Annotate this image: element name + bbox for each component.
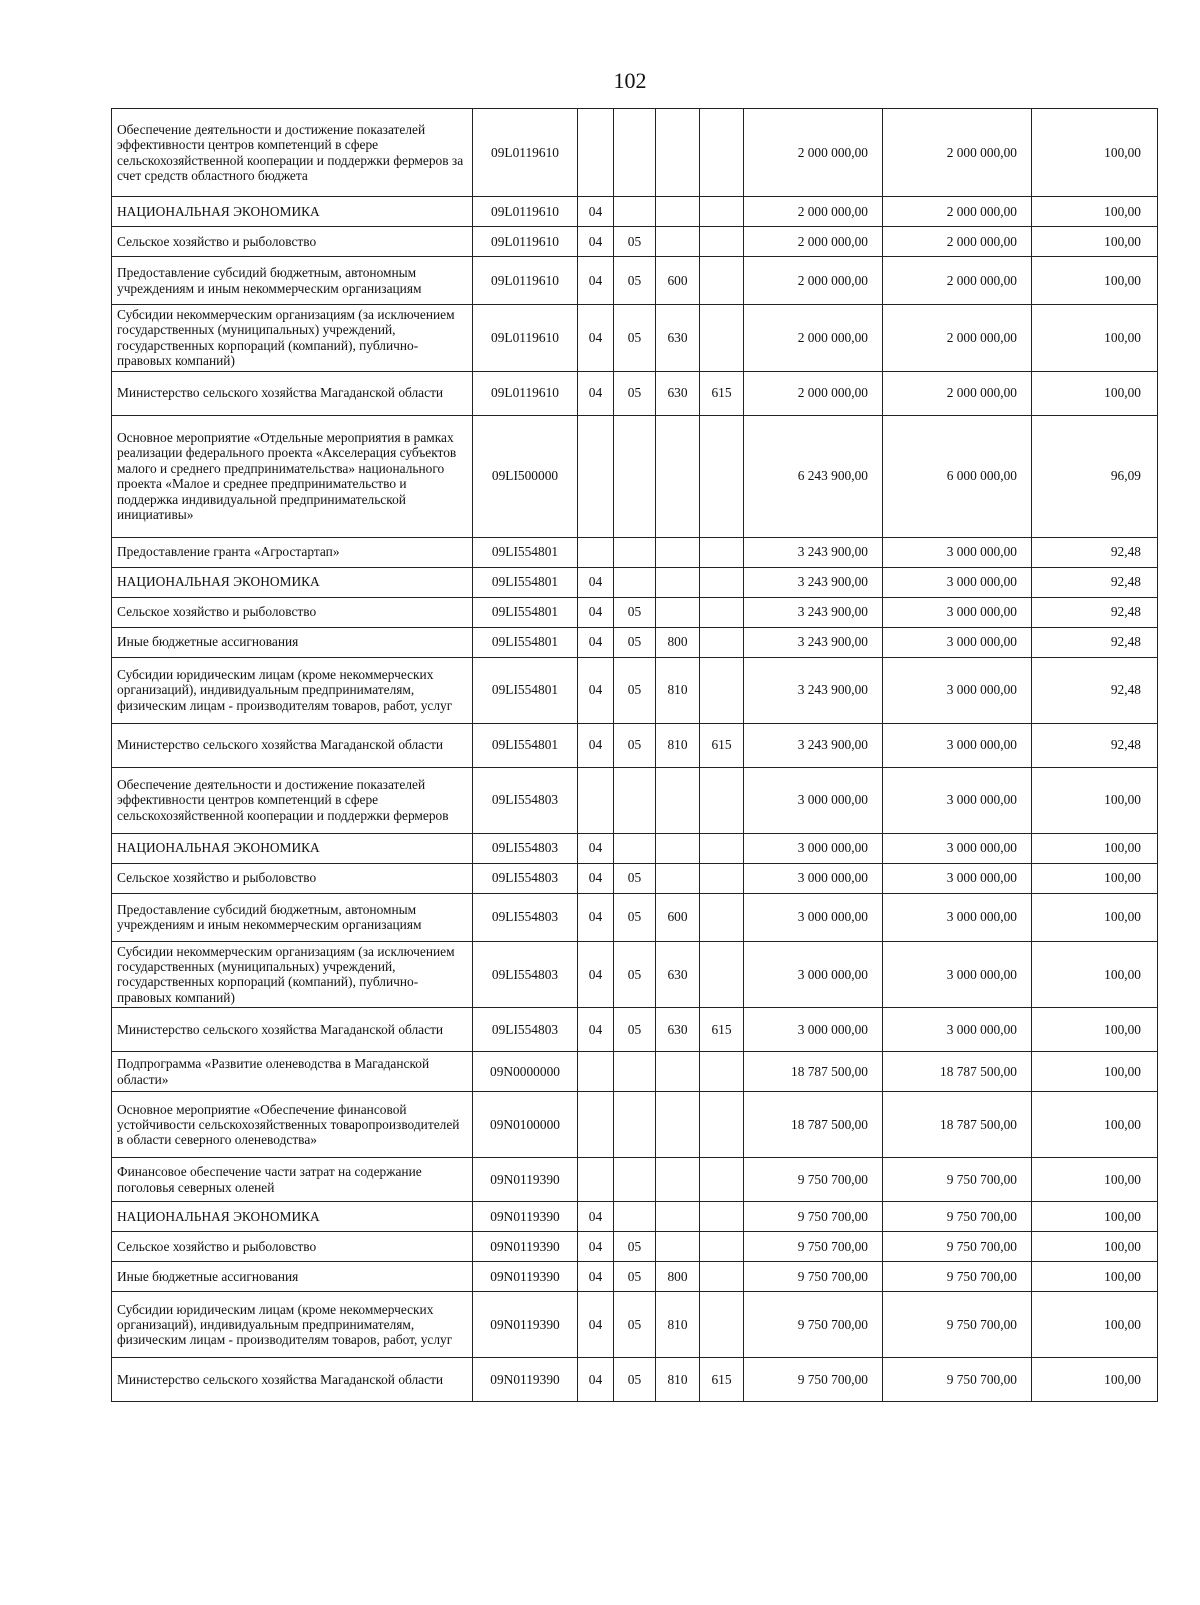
row-rz: 04 <box>578 227 614 257</box>
row-rz: 04 <box>578 597 614 627</box>
row-plan: 18 787 500,00 <box>744 1092 883 1158</box>
row-name: НАЦИОНАЛЬНАЯ ЭКОНОМИКА <box>112 833 473 863</box>
row-rz: 04 <box>578 305 614 372</box>
row-code: 09LI554801 <box>473 567 578 597</box>
row-fact: 3 000 000,00 <box>883 597 1032 627</box>
row-vr <box>656 1158 700 1202</box>
row-pr: 05 <box>614 227 656 257</box>
row-grbs <box>700 767 744 833</box>
row-name: Субсидии некоммерческим организациям (за исключением государственных (муниципальных) учреждений, государственных корпораций (компаний), публично-правовых компаний) <box>112 305 473 372</box>
row-grbs <box>700 1232 744 1262</box>
row-percent: 100,00 <box>1032 371 1158 415</box>
row-code: 09N0119390 <box>473 1358 578 1402</box>
row-grbs: 615 <box>700 371 744 415</box>
row-fact: 9 750 700,00 <box>883 1202 1032 1232</box>
row-code: 09LI554803 <box>473 1008 578 1052</box>
row-percent: 92,48 <box>1032 567 1158 597</box>
row-vr: 800 <box>656 627 700 657</box>
row-name: НАЦИОНАЛЬНАЯ ЭКОНОМИКА <box>112 1202 473 1232</box>
row-grbs <box>700 597 744 627</box>
row-vr <box>656 767 700 833</box>
table-row <box>112 1158 1158 1202</box>
row-percent: 92,48 <box>1032 627 1158 657</box>
row-name: Предоставление субсидий бюджетным, автономным учреждениям и иным некоммерческим организациям <box>112 257 473 305</box>
row-name: Субсидии некоммерческим организациям (за исключением государственных (муниципальных) учреждений, государственных корпораций (компаний), публично-правовых компаний) <box>112 941 473 1008</box>
row-code: 09N0119390 <box>473 1232 578 1262</box>
row-fact: 18 787 500,00 <box>883 1092 1032 1158</box>
table-row <box>112 657 1158 723</box>
row-fact: 9 750 700,00 <box>883 1262 1032 1292</box>
row-grbs <box>700 893 744 941</box>
row-rz: 04 <box>578 371 614 415</box>
row-name: Сельское хозяйство и рыболовство <box>112 863 473 893</box>
row-pr <box>614 567 656 597</box>
row-percent: 92,48 <box>1032 597 1158 627</box>
table-row <box>112 109 1158 197</box>
table-row <box>112 863 1158 893</box>
row-grbs <box>700 627 744 657</box>
row-rz <box>578 109 614 197</box>
row-name: Министерство сельского хозяйства Магаданской области <box>112 1008 473 1052</box>
row-plan: 9 750 700,00 <box>744 1262 883 1292</box>
table-row <box>112 227 1158 257</box>
row-code: 09LI554803 <box>473 833 578 863</box>
row-grbs <box>700 1158 744 1202</box>
row-grbs <box>700 833 744 863</box>
row-plan: 3 243 900,00 <box>744 723 883 767</box>
row-name: Министерство сельского хозяйства Магаданской области <box>112 723 473 767</box>
row-plan: 9 750 700,00 <box>744 1232 883 1262</box>
row-grbs <box>700 257 744 305</box>
row-vr: 800 <box>656 1262 700 1292</box>
row-pr <box>614 767 656 833</box>
row-vr <box>656 1202 700 1232</box>
row-grbs <box>700 227 744 257</box>
row-vr <box>656 1052 700 1092</box>
row-pr: 05 <box>614 597 656 627</box>
row-code: 09LI554803 <box>473 893 578 941</box>
row-rz: 04 <box>578 833 614 863</box>
row-code: 09LI554803 <box>473 767 578 833</box>
row-plan: 2 000 000,00 <box>744 227 883 257</box>
row-plan: 3 243 900,00 <box>744 597 883 627</box>
row-plan: 3 000 000,00 <box>744 893 883 941</box>
row-plan: 2 000 000,00 <box>744 371 883 415</box>
row-plan: 9 750 700,00 <box>744 1358 883 1402</box>
row-fact: 9 750 700,00 <box>883 1232 1032 1262</box>
row-rz <box>578 767 614 833</box>
row-vr <box>656 863 700 893</box>
row-fact: 2 000 000,00 <box>883 371 1032 415</box>
row-fact: 3 000 000,00 <box>883 833 1032 863</box>
row-code: 09N0119390 <box>473 1158 578 1202</box>
row-percent: 92,48 <box>1032 537 1158 567</box>
row-code: 09L0119610 <box>473 109 578 197</box>
row-name: Финансовое обеспечение части затрат на содержание поголовья северных оленей <box>112 1158 473 1202</box>
row-percent: 100,00 <box>1032 1292 1158 1358</box>
row-vr <box>656 567 700 597</box>
table-row <box>112 627 1158 657</box>
row-name: Обеспечение деятельности и достижение показателей эффективности центров компетенций в сфере сельскохозяйственной кооперации и поддержки фермеров за счет средств областного бюджета <box>112 109 473 197</box>
row-code: 09L0119610 <box>473 305 578 372</box>
row-vr: 630 <box>656 371 700 415</box>
row-grbs: 615 <box>700 723 744 767</box>
row-fact: 2 000 000,00 <box>883 257 1032 305</box>
row-percent: 100,00 <box>1032 1052 1158 1092</box>
table-row <box>112 767 1158 833</box>
row-vr <box>656 415 700 537</box>
row-pr <box>614 109 656 197</box>
row-grbs <box>700 197 744 227</box>
table-row <box>112 537 1158 567</box>
row-plan: 2 000 000,00 <box>744 197 883 227</box>
row-fact: 3 000 000,00 <box>883 723 1032 767</box>
row-code: 09LI554801 <box>473 723 578 767</box>
row-percent: 96,09 <box>1032 415 1158 537</box>
row-grbs <box>700 1202 744 1232</box>
row-fact: 3 000 000,00 <box>883 1008 1032 1052</box>
row-fact: 3 000 000,00 <box>883 863 1032 893</box>
table-row <box>112 1358 1158 1402</box>
row-plan: 18 787 500,00 <box>744 1052 883 1092</box>
row-grbs <box>700 537 744 567</box>
row-grbs <box>700 657 744 723</box>
row-plan: 2 000 000,00 <box>744 305 883 372</box>
row-fact: 6 000 000,00 <box>883 415 1032 537</box>
row-rz: 04 <box>578 1202 614 1232</box>
row-name: Субсидии юридическим лицам (кроме некоммерческих организаций), индивидуальным предпринимателям, физическим лицам - производителям товаров, работ, услуг <box>112 657 473 723</box>
row-fact: 9 750 700,00 <box>883 1292 1032 1358</box>
table-row <box>112 1052 1158 1092</box>
row-fact: 2 000 000,00 <box>883 109 1032 197</box>
budget-table <box>111 108 1158 1402</box>
row-rz: 04 <box>578 723 614 767</box>
row-rz <box>578 1092 614 1158</box>
row-grbs <box>700 863 744 893</box>
table-row <box>112 1092 1158 1158</box>
row-pr: 05 <box>614 1262 656 1292</box>
row-grbs <box>700 1262 744 1292</box>
row-pr <box>614 197 656 227</box>
row-plan: 2 000 000,00 <box>744 257 883 305</box>
row-rz: 04 <box>578 1292 614 1358</box>
row-fact: 3 000 000,00 <box>883 657 1032 723</box>
row-rz <box>578 537 614 567</box>
row-name: Предоставление гранта «Агростартап» <box>112 537 473 567</box>
row-plan: 9 750 700,00 <box>744 1202 883 1232</box>
row-code: 09L0119610 <box>473 257 578 305</box>
row-pr: 05 <box>614 1292 656 1358</box>
row-code: 09LI554803 <box>473 941 578 1008</box>
row-rz: 04 <box>578 863 614 893</box>
row-plan: 3 000 000,00 <box>744 833 883 863</box>
row-fact: 2 000 000,00 <box>883 197 1032 227</box>
row-pr: 05 <box>614 941 656 1008</box>
row-name: Сельское хозяйство и рыболовство <box>112 1232 473 1262</box>
row-code: 09L0119610 <box>473 371 578 415</box>
row-percent: 100,00 <box>1032 767 1158 833</box>
row-fact: 3 000 000,00 <box>883 537 1032 567</box>
row-fact: 3 000 000,00 <box>883 767 1032 833</box>
row-fact: 3 000 000,00 <box>883 627 1032 657</box>
table-row <box>112 941 1158 1008</box>
row-pr: 05 <box>614 257 656 305</box>
row-name: Иные бюджетные ассигнования <box>112 627 473 657</box>
row-rz: 04 <box>578 1008 614 1052</box>
table-row <box>112 1292 1158 1358</box>
row-pr: 05 <box>614 723 656 767</box>
row-vr: 630 <box>656 305 700 372</box>
row-pr: 05 <box>614 657 656 723</box>
row-grbs <box>700 305 744 372</box>
row-grbs <box>700 941 744 1008</box>
row-pr: 05 <box>614 1232 656 1262</box>
row-plan: 9 750 700,00 <box>744 1292 883 1358</box>
row-pr <box>614 1158 656 1202</box>
table-row <box>112 197 1158 227</box>
row-pr <box>614 415 656 537</box>
table-row <box>112 1262 1158 1292</box>
row-plan: 3 243 900,00 <box>744 657 883 723</box>
row-plan: 2 000 000,00 <box>744 109 883 197</box>
row-grbs <box>700 1292 744 1358</box>
row-fact: 9 750 700,00 <box>883 1158 1032 1202</box>
row-grbs <box>700 109 744 197</box>
row-vr <box>656 537 700 567</box>
row-pr: 05 <box>614 863 656 893</box>
table-row <box>112 305 1158 372</box>
table-row <box>112 1008 1158 1052</box>
row-plan: 3 243 900,00 <box>744 627 883 657</box>
row-pr: 05 <box>614 1008 656 1052</box>
row-percent: 100,00 <box>1032 109 1158 197</box>
row-code: 09N0119390 <box>473 1202 578 1232</box>
row-pr <box>614 1052 656 1092</box>
row-vr: 630 <box>656 1008 700 1052</box>
row-rz: 04 <box>578 941 614 1008</box>
row-percent: 100,00 <box>1032 1202 1158 1232</box>
row-name: Субсидии юридическим лицам (кроме некоммерческих организаций), индивидуальным предпринимателям, физическим лицам - производителям товаров, работ, услуг <box>112 1292 473 1358</box>
row-percent: 100,00 <box>1032 1232 1158 1262</box>
row-percent: 100,00 <box>1032 197 1158 227</box>
row-name: НАЦИОНАЛЬНАЯ ЭКОНОМИКА <box>112 197 473 227</box>
row-percent: 100,00 <box>1032 1158 1158 1202</box>
budget-table-body <box>112 109 1158 1402</box>
table-row <box>112 1202 1158 1232</box>
row-plan: 9 750 700,00 <box>744 1158 883 1202</box>
row-pr: 05 <box>614 305 656 372</box>
row-plan: 3 000 000,00 <box>744 941 883 1008</box>
row-vr <box>656 109 700 197</box>
row-vr <box>656 197 700 227</box>
row-vr: 630 <box>656 941 700 1008</box>
page-number: 102 <box>613 68 647 93</box>
table-row <box>112 723 1158 767</box>
row-name: НАЦИОНАЛЬНАЯ ЭКОНОМИКА <box>112 567 473 597</box>
row-pr: 05 <box>614 627 656 657</box>
row-rz: 04 <box>578 197 614 227</box>
row-name: Сельское хозяйство и рыболовство <box>112 597 473 627</box>
row-grbs <box>700 567 744 597</box>
row-vr <box>656 227 700 257</box>
row-pr <box>614 1092 656 1158</box>
row-code: 09N0000000 <box>473 1052 578 1092</box>
row-name: Основное мероприятие «Отдельные мероприятия в рамках реализации федерального проекта «Акселерация субъектов малого и среднего предпринимательства» национального проекта «Малое и среднее предпринимательство и поддержка индивидуальной предпринимательской инициативы» <box>112 415 473 537</box>
row-grbs <box>700 1092 744 1158</box>
table-row <box>112 371 1158 415</box>
row-fact: 3 000 000,00 <box>883 941 1032 1008</box>
table-row <box>112 893 1158 941</box>
row-plan: 3 000 000,00 <box>744 863 883 893</box>
row-percent: 100,00 <box>1032 941 1158 1008</box>
row-grbs: 615 <box>700 1358 744 1402</box>
row-pr <box>614 537 656 567</box>
row-plan: 3 000 000,00 <box>744 767 883 833</box>
row-rz: 04 <box>578 1232 614 1262</box>
row-vr: 810 <box>656 1292 700 1358</box>
row-percent: 100,00 <box>1032 305 1158 372</box>
row-grbs: 615 <box>700 1008 744 1052</box>
row-code: 09LI554801 <box>473 537 578 567</box>
row-grbs <box>700 415 744 537</box>
row-rz: 04 <box>578 657 614 723</box>
row-fact: 3 000 000,00 <box>883 893 1032 941</box>
table-row <box>112 415 1158 537</box>
table-row <box>112 1232 1158 1262</box>
row-pr: 05 <box>614 893 656 941</box>
row-percent: 92,48 <box>1032 657 1158 723</box>
row-percent: 100,00 <box>1032 833 1158 863</box>
row-plan: 3 000 000,00 <box>744 1008 883 1052</box>
row-vr <box>656 833 700 863</box>
row-pr <box>614 833 656 863</box>
row-rz <box>578 415 614 537</box>
row-code: 09LI554801 <box>473 657 578 723</box>
row-name: Подпрограмма «Развитие оленеводства в Магаданской области» <box>112 1052 473 1092</box>
row-rz <box>578 1158 614 1202</box>
row-name: Сельское хозяйство и рыболовство <box>112 227 473 257</box>
row-code: 09LI500000 <box>473 415 578 537</box>
row-pr: 05 <box>614 1358 656 1402</box>
row-rz: 04 <box>578 1358 614 1402</box>
row-code: 09N0119390 <box>473 1262 578 1292</box>
row-pr: 05 <box>614 371 656 415</box>
row-code: 09LI554803 <box>473 863 578 893</box>
row-percent: 100,00 <box>1032 1092 1158 1158</box>
row-code: 09L0119610 <box>473 197 578 227</box>
row-vr <box>656 597 700 627</box>
row-percent: 100,00 <box>1032 1358 1158 1402</box>
row-fact: 2 000 000,00 <box>883 227 1032 257</box>
table-row <box>112 567 1158 597</box>
row-percent: 100,00 <box>1032 257 1158 305</box>
row-fact: 9 750 700,00 <box>883 1358 1032 1402</box>
row-plan: 6 243 900,00 <box>744 415 883 537</box>
table-row <box>112 833 1158 863</box>
row-vr: 600 <box>656 893 700 941</box>
row-rz: 04 <box>578 627 614 657</box>
row-rz: 04 <box>578 257 614 305</box>
row-name: Министерство сельского хозяйства Магаданской области <box>112 1358 473 1402</box>
row-rz: 04 <box>578 893 614 941</box>
row-code: 09N0100000 <box>473 1092 578 1158</box>
row-name: Министерство сельского хозяйства Магаданской области <box>112 371 473 415</box>
row-fact: 3 000 000,00 <box>883 567 1032 597</box>
row-name: Предоставление субсидий бюджетным, автономным учреждениям и иным некоммерческим организациям <box>112 893 473 941</box>
row-fact: 18 787 500,00 <box>883 1052 1032 1092</box>
row-rz: 04 <box>578 567 614 597</box>
row-percent: 100,00 <box>1032 1262 1158 1292</box>
row-percent: 100,00 <box>1032 227 1158 257</box>
row-plan: 3 243 900,00 <box>744 567 883 597</box>
row-rz: 04 <box>578 1262 614 1292</box>
row-percent: 92,48 <box>1032 723 1158 767</box>
row-code: 09LI554801 <box>473 597 578 627</box>
row-vr: 810 <box>656 1358 700 1402</box>
row-name: Основное мероприятие «Обеспечение финансовой устойчивости сельскохозяйственных товаропроизводителей в области северного оленеводства» <box>112 1092 473 1158</box>
row-name: Иные бюджетные ассигнования <box>112 1262 473 1292</box>
table-row <box>112 257 1158 305</box>
row-vr <box>656 1232 700 1262</box>
table-row <box>112 597 1158 627</box>
row-code: 09N0119390 <box>473 1292 578 1358</box>
row-pr <box>614 1202 656 1232</box>
row-vr: 810 <box>656 723 700 767</box>
row-name: Обеспечение деятельности и достижение показателей эффективности центров компетенций в сфере сельскохозяйственной кооперации и поддержки фермеров <box>112 767 473 833</box>
row-rz <box>578 1052 614 1092</box>
row-percent: 100,00 <box>1032 863 1158 893</box>
row-vr: 810 <box>656 657 700 723</box>
row-fact: 2 000 000,00 <box>883 305 1032 372</box>
row-plan: 3 243 900,00 <box>744 537 883 567</box>
row-vr: 600 <box>656 257 700 305</box>
row-vr <box>656 1092 700 1158</box>
row-code: 09L0119610 <box>473 227 578 257</box>
row-code: 09LI554801 <box>473 627 578 657</box>
row-grbs <box>700 1052 744 1092</box>
row-percent: 100,00 <box>1032 893 1158 941</box>
row-percent: 100,00 <box>1032 1008 1158 1052</box>
